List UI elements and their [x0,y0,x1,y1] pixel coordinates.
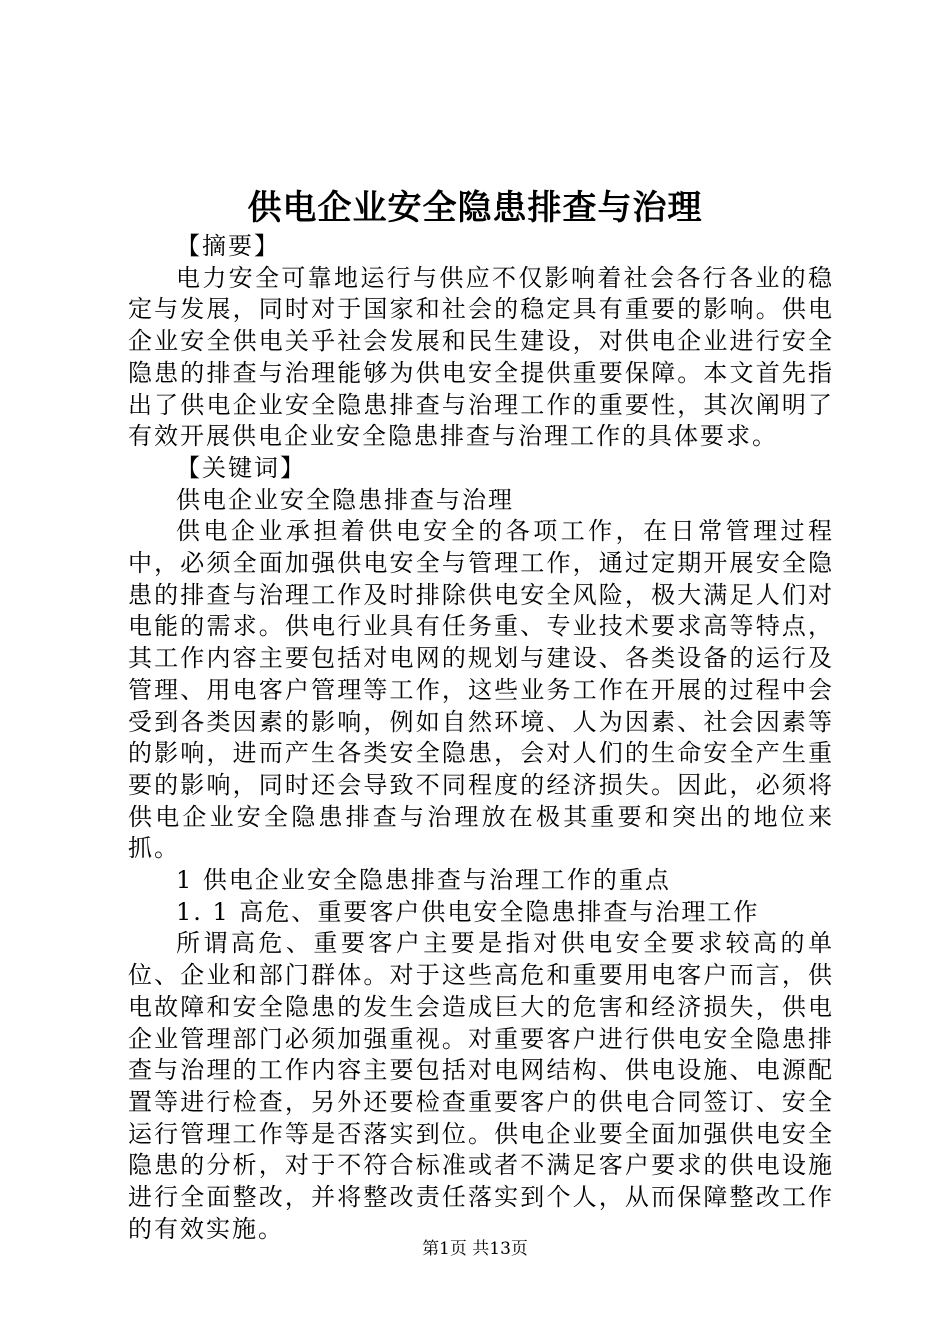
abstract-paragraph: 电力安全可靠地运行与供应不仅影响着社会各行各业的稳定与发展，同时对于国家和社会的稳定具有重要的影响。供电企业安全供电关乎社会发展和民生建设，对供电企业进行安全隐患的排查与治理能够为供电安全提供重要保障。本文首先指出了供电企业安全隐患排查与治理工作的重要性，其次阐明了有效开展供电企业安全隐患排查与治理工作的具体要求。 [128,263,834,451]
abstract-heading: 【摘要】 [176,232,280,260]
subsection-heading: 1. 1 高危、重要客户供电安全隐患排查与治理工作 [176,897,760,926]
document-body [128,231,834,1246]
section-heading: 1 供电企业安全隐患排查与治理工作的重点 [176,866,671,895]
body-paragraph: 供电企业承担着供电安全的各项工作，在日常管理过程中，必须全面加强供电安全与管理工作，通过定期开展安全隐患的排查与治理工作及时排除供电安全风险，极大满足人们对电能的需求。供电行业具有任务重、专业技术要求高等特点，其工作内容主要包括对电网的规划与建设、各类设备的运行及管理、用电客户管理等工作，这些业务工作在开展的过程中会受到各类因素的影响，例如自然环境、人为因素、社会因素等的影响，进而产生各类安全隐患，会对人们的生命安全产生重要的影响，同时还会导致不同程度的经济损失。因此，必须将供电企业安全隐患排查与治理放在极其重要和突出的地位来抓。 [128,517,834,863]
keywords-text: 供电企业安全隐患排查与治理 [176,485,514,514]
keywords-heading: 【关键词】 [176,453,306,482]
body-paragraph: 所谓高危、重要客户主要是指对供电安全要求较高的单位、企业和部门群体。对于这些高危和重要用电客户而言，供电故障和安全隐患的发生会造成巨大的危害和经济损失，供电企业管理部门必须加强重视。对重要客户进行供电安全隐患排查与治理的工作内容主要包括对电网结构、供电设施、电源配置等进行检查，另外还要检查重要客户的供电合同签订、安全运行管理工作等是否落实到位。供电企业要全面加强供电安全隐患的分析，对于不符合标准或者不满足客户要求的供电设施进行全面整改，并将整改责任落实到个人，从而保障整改工作的有效实施。 [128,929,834,1243]
page-footer: 第1页 共13页 [422,1239,528,1259]
document-title: 供电企业安全隐患排查与治理 [247,188,703,228]
